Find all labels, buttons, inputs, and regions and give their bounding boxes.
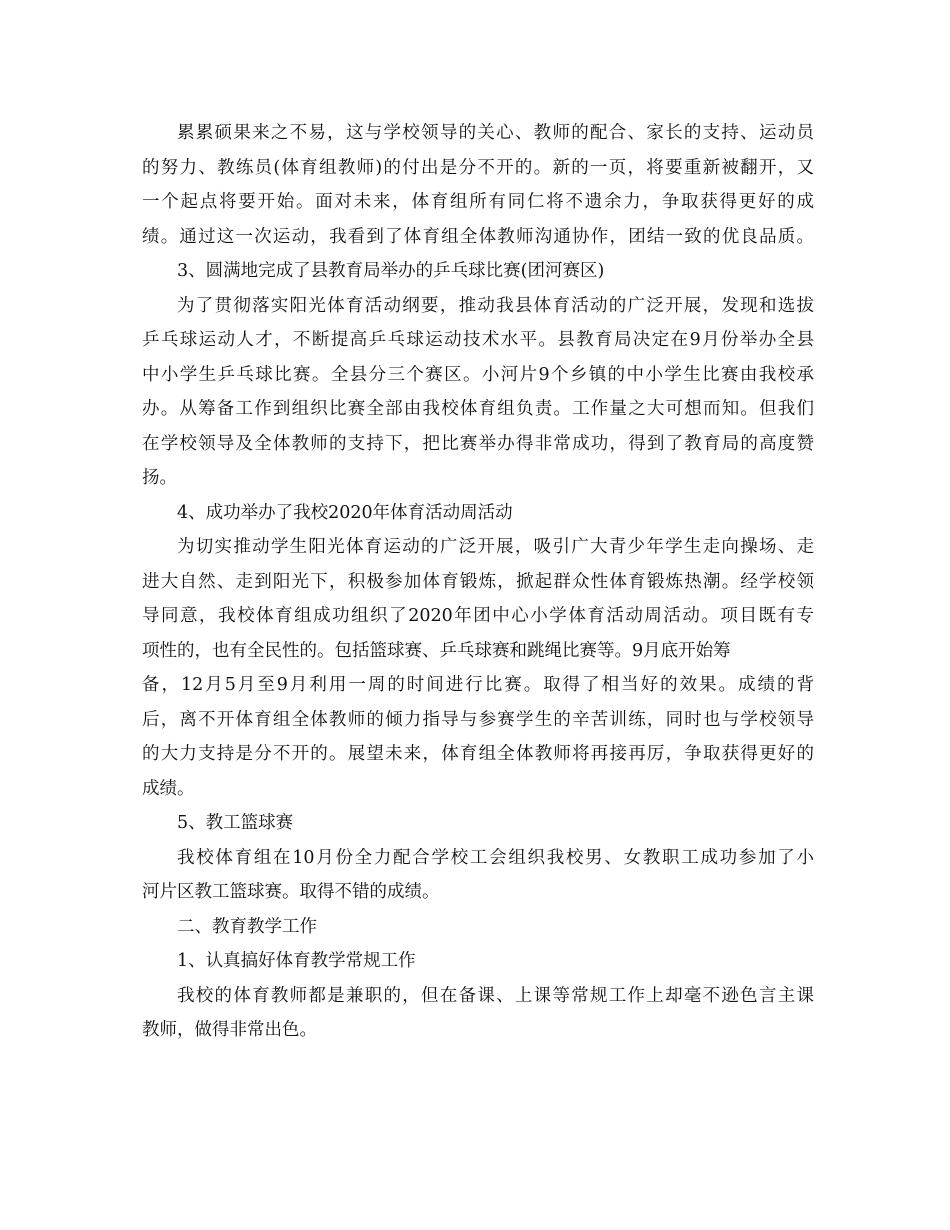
- text-line: 项性的，也有全民性的。包括篮球赛、乒乓球赛和跳绳比赛等。9月底开始筹: [142, 640, 731, 661]
- text-line: 河片区教工篮球赛。取得不错的成绩。: [142, 882, 440, 902]
- text-line: 教师，做得非常出色。: [142, 1020, 317, 1040]
- text-line: 中小学生乒乓球比赛。全县分三个赛区。小河片9个乡镇的中小学生比赛由我校承: [142, 364, 814, 385]
- text-line: 累累硕果来之不易，这与学校领导的关心、教师的配合、家长的支持、运动员: [177, 123, 814, 143]
- text-line: 3、圆满地完成了县教育局举办的乒乓球比赛(团河赛区): [177, 261, 605, 281]
- text-line: 后，离不开体育组全体教师的倾力指导与参赛学生的辛苦训练，同时也与学校领导: [142, 709, 814, 730]
- document-body: [142, 116, 814, 1048]
- text-line: 绩。通过这一次运动，我看到了体育组全体教师沟通协作，团结一致的优良品质。: [142, 226, 814, 247]
- text-line: 的努力、教练员(体育组教师)的付出是分不开的。新的一页，将要重新被翻开，又: [142, 157, 814, 178]
- text-line: 1、认真搞好体育教学常规工作: [177, 951, 416, 971]
- document-page: [142, 116, 814, 1048]
- text-line: 一个起点将要开始。面对未来，体育组所有同仁将不遗余力，争取获得更好的成: [142, 192, 814, 212]
- text-line: 我校的体育教师都是兼职的，但在备课、上课等常规工作上却毫不逊色言主课: [177, 985, 814, 1006]
- text-line: 乒乓球运动人才，不断提高乒乓球运动技术水平。县教育局决定在9月份举办全县: [142, 330, 814, 350]
- text-line: 导同意，我校体育组成功组织了2020年团中心小学体育活动周活动。项目既有专: [142, 606, 814, 626]
- text-line: 为了贯彻落实阳光体育活动纲要，推动我县体育活动的广泛开展，发现和选拔: [177, 295, 814, 316]
- text-line: 我校体育组在10月份全力配合学校工会组织我校男、女教职工成功参加了小: [177, 847, 814, 868]
- text-line: 备，12月5月至9月利用一周的时间进行比赛。取得了相当好的效果。成绩的背: [142, 675, 814, 695]
- text-line: 的大力支持是分不开的。展望未来，体育组全体教师将再接再厉，争取获得更好的: [142, 744, 814, 764]
- text-line: 进大自然、走到阳光下，积极参加体育锻炼，掀起群众性体育锻炼热潮。经学校领: [142, 571, 814, 592]
- text-line: 成绩。: [142, 778, 195, 799]
- text-line: 5、教工篮球赛: [177, 813, 294, 833]
- text-line: 二、教育教学工作: [177, 916, 317, 937]
- text-line: 为切实推动学生阳光体育运动的广泛开展，吸引广大青少年学生走向操场、走: [177, 537, 814, 557]
- text-line: 在学校领导及全体教师的支持下，把比赛举办得非常成功，得到了教育局的高度赞: [142, 433, 814, 454]
- text-line: 扬。: [142, 468, 177, 488]
- text-line: 办。从筹备工作到组织比赛全部由我校体育组负责。工作量之大可想而知。但我们: [142, 399, 814, 419]
- text-line: 4、成功举办了我校2020年体育活动周活动: [177, 502, 513, 523]
